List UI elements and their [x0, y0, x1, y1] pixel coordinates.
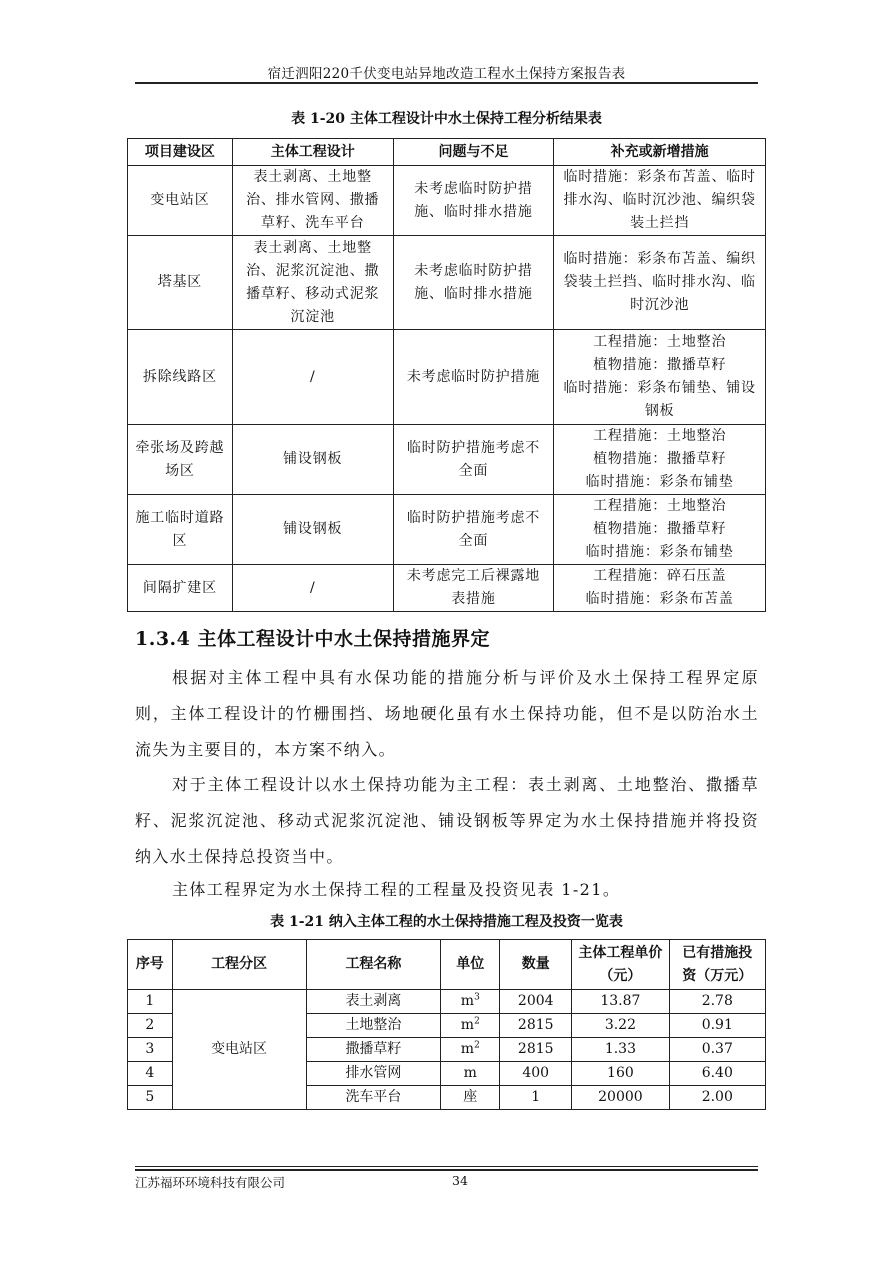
table-header-cell: 工程分区: [172, 940, 306, 990]
table-cell: 施工临时道路区: [128, 495, 233, 565]
running-header: 宿迁泗阳220千伏变电站异地改造工程水土保持方案报告表: [267, 66, 626, 82]
table-cell: 6.40: [669, 1062, 765, 1086]
table-cell: 160: [572, 1062, 669, 1086]
table-row: [128, 166, 766, 236]
table-cell: 塔基区: [128, 236, 233, 330]
table-cell: 未考虑临时防护措施、临时排水措施: [393, 166, 554, 236]
table-header-cell: 单位: [441, 940, 500, 990]
table-cell: 工程措施：碎石压盖 临时措施：彩条布苫盖: [554, 565, 766, 612]
footer-rule: [135, 1166, 758, 1167]
unit-cell: m: [441, 1062, 500, 1086]
table-cell: 铺设钢板: [232, 425, 393, 495]
table-cell: 2004: [500, 990, 572, 1014]
table-cell: 5: [128, 1086, 173, 1110]
unit-cell: $m^2$: [441, 1014, 500, 1038]
table-cell: 400: [500, 1062, 572, 1086]
table-cell: 0.37: [669, 1038, 765, 1062]
area-cell: 变电站区: [172, 990, 306, 1110]
table-header-cell: 补充或新增措施: [554, 139, 766, 166]
unit-cell: 座: [441, 1086, 500, 1110]
table-row: [128, 565, 766, 612]
table-cell: 工程措施：土地整治 植物措施：撒播草籽 临时措施：彩条布铺垫、铺设钢板: [554, 330, 766, 425]
table-cell: 土地整治: [306, 1014, 441, 1038]
table-row: [128, 425, 766, 495]
table-cell: 工程措施：土地整治 植物措施：撒播草籽 临时措施：彩条布铺垫: [554, 425, 766, 495]
table-cell: 2.78: [669, 990, 765, 1014]
table-1-20-caption: 表 1-20 主体工程设计中水土保持工程分析结果表: [291, 111, 602, 127]
table-cell: 2815: [500, 1038, 572, 1062]
table-cell: 间隔扩建区: [128, 565, 233, 612]
table-cell: /: [232, 565, 393, 612]
table-header-cell: 数量: [500, 940, 572, 990]
table-header-cell: 主体工程单价（元）: [572, 940, 669, 990]
footer-rule: [135, 1169, 758, 1171]
table-cell: 2.00: [669, 1086, 765, 1110]
table-header-cell: 问题与不足: [393, 139, 554, 166]
table-header-cell: 工程名称: [306, 940, 441, 990]
table-cell: 撒播草籽: [306, 1038, 441, 1062]
table-cell: 铺设钢板: [232, 495, 393, 565]
paragraph: 根据对主体工程中具有水保功能的措施分析与评价及水土保持工程界定原则，主体工程设计的竹栅围挡、场地硬化虽有水土保持功能，但不是以防治水土流失为主要目的，本方案不纳入。: [135, 668, 759, 759]
table-cell: 未考虑完工后裸露地表措施: [393, 565, 554, 612]
table-cell: 洗车平台: [306, 1086, 441, 1110]
table-header-cell: 序号: [128, 940, 173, 990]
table-cell: 未考虑临时防护措施、临时排水措施: [393, 236, 554, 330]
table-header-cell: 已有措施投资（万元）: [669, 940, 765, 990]
table-row: [128, 495, 766, 565]
table-row: [128, 330, 766, 425]
footer-company: 江苏福环环境科技有限公司: [135, 1175, 286, 1190]
table-cell: 临时措施：彩条布苫盖、临时排水沟、临时沉沙池、编织袋装土拦挡: [554, 166, 766, 236]
table-cell: 临时防护措施考虑不全面: [393, 425, 554, 495]
table-cell: 拆除线路区: [128, 330, 233, 425]
unit-cell: $m^2$: [441, 1038, 500, 1062]
table-cell: 未考虑临时防护措施: [393, 330, 554, 425]
table-cell: 13.87: [572, 990, 669, 1014]
table-header-cell: 主体工程设计: [232, 139, 393, 166]
paragraph: 对于主体工程设计以水土保持功能为主工程：表土剥离、土地整治、撒播草籽、泥浆沉淀池、移动式泥浆沉淀池、铺设钢板等界定为水土保持措施并将投资纳入水土保持总投资当中。: [135, 775, 759, 866]
section-heading: 1.3.4 主体工程设计中水土保持措施界定: [135, 628, 491, 650]
header-rule: [135, 82, 758, 84]
table-cell: 临时防护措施考虑不全面: [393, 495, 554, 565]
table-header-cell: 项目建设区: [128, 139, 233, 166]
page-number: 34: [452, 1173, 468, 1188]
table-cell: 表土剥离、土地整治、泥浆沉淀池、撒播草籽、移动式泥浆沉淀池: [232, 236, 393, 330]
table-cell: 0.91: [669, 1014, 765, 1038]
table-cell: 变电站区: [128, 166, 233, 236]
table-row: [128, 990, 766, 1014]
table-1-21-caption: 表 1-21 纳入主体工程的水土保持措施工程及投资一览表: [270, 914, 623, 930]
table-cell: 表土剥离、土地整治、排水管网、撒播草籽、洗车平台: [232, 166, 393, 236]
table-cell: 表土剥离: [306, 990, 441, 1014]
table-cell: 20000: [572, 1086, 669, 1110]
table-cell: 2815: [500, 1014, 572, 1038]
table-cell: 3: [128, 1038, 173, 1062]
table-1-21: [127, 939, 766, 1110]
table-cell: 工程措施：土地整治 植物措施：撒播草籽 临时措施：彩条布铺垫: [554, 495, 766, 565]
table-row: [128, 236, 766, 330]
table-cell: 排水管网: [306, 1062, 441, 1086]
table-cell: 1: [128, 990, 173, 1014]
table-cell: 1: [500, 1086, 572, 1110]
table-cell: 2: [128, 1014, 173, 1038]
table-cell: /: [232, 330, 393, 425]
table-1-20: [127, 138, 766, 612]
unit-cell: $m^3$: [441, 990, 500, 1014]
table-cell: 1.33: [572, 1038, 669, 1062]
table-cell: 临时措施：彩条布苫盖、编织袋装土拦挡、临时排水沟、临时沉沙池: [554, 236, 766, 330]
table-cell: 4: [128, 1062, 173, 1086]
table-cell: 3.22: [572, 1014, 669, 1038]
paragraph: 主体工程界定为水土保持工程的工程量及投资见表 1-21。: [172, 880, 621, 899]
table-cell: 牵张场及跨越场区: [128, 425, 233, 495]
